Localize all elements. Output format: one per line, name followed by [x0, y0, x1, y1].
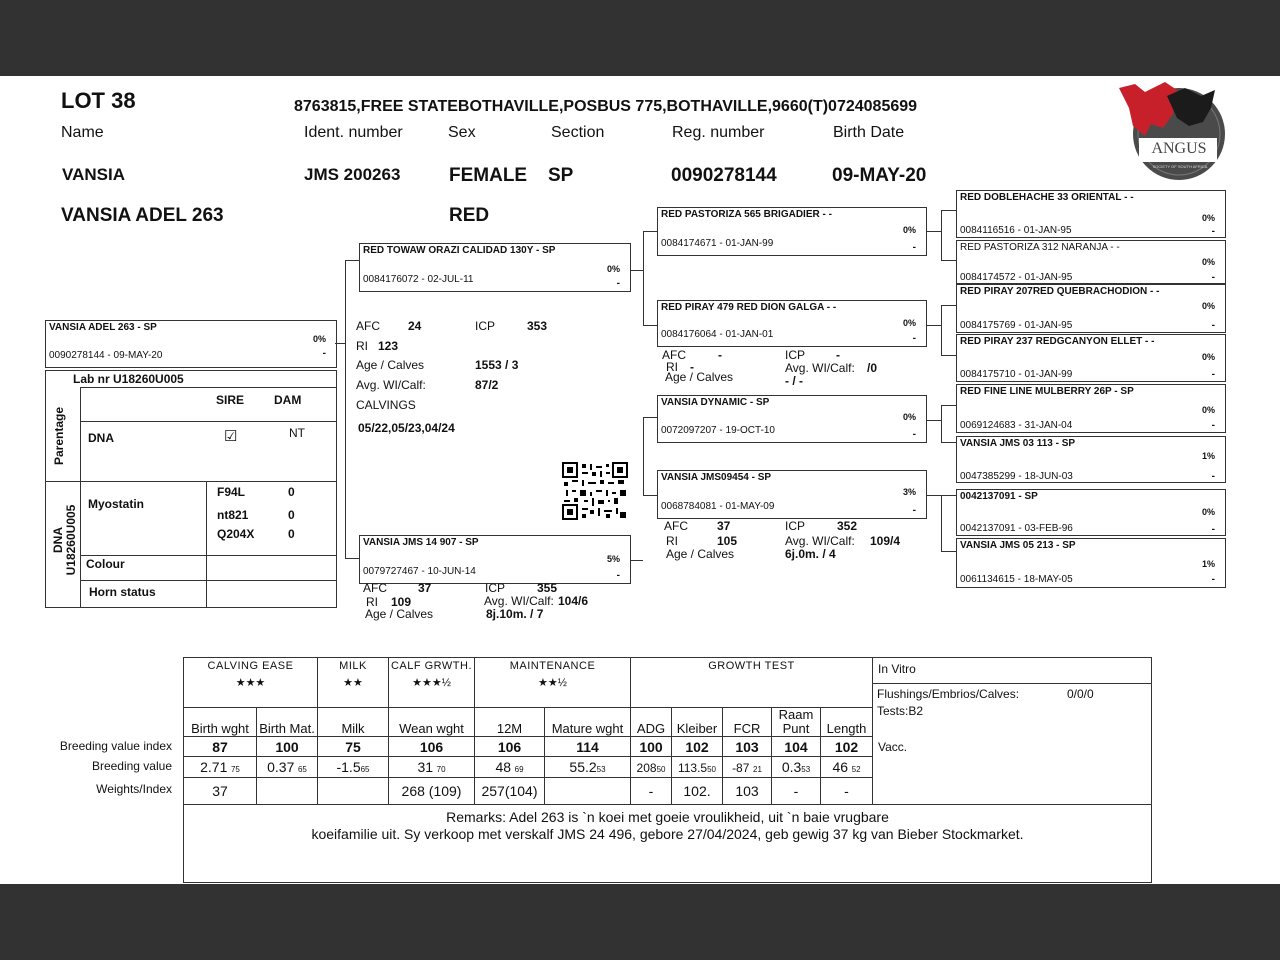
weight-birth-weight: 37 [184, 778, 257, 805]
in-vitro-title: In Vitro [878, 662, 916, 676]
weight-raam-punt: - [772, 778, 821, 805]
gp1-dash: - [912, 242, 916, 253]
group-milk-label: MILK [339, 660, 367, 672]
animal-full-name: VANSIA ADEL 263 [61, 205, 224, 226]
gp4-afc: 37 [717, 519, 731, 533]
gp4-age-label: Age / Calves [666, 547, 735, 561]
ggp3-reg: 0084175769 - 01-JAN-95 [960, 320, 1073, 331]
animal-colour: RED [449, 205, 490, 226]
label-reg: Reg. number [672, 124, 765, 141]
self-pedigree-box [45, 320, 337, 368]
gp4-dash: - [912, 505, 916, 516]
bv-adg: 20850 [631, 757, 672, 778]
label-birth: Birth Date [833, 124, 905, 141]
grandparent-box-3 [657, 395, 927, 443]
dam-afc: 37 [418, 581, 432, 595]
lot-number: LOT 38 [61, 88, 136, 113]
horn-status-label: Horn status [89, 585, 156, 599]
gp4-wi-label: Avg. WI/Calf: [785, 534, 855, 548]
self-age: 1553 / 3 [475, 358, 519, 372]
ggp5-percent: 0% [1201, 405, 1215, 415]
sire-percent: 0% [606, 264, 620, 274]
self-dash: - [322, 348, 326, 359]
ggp2-reg: 0084174572 - 01-JAN-95 [960, 272, 1073, 283]
ggp1-name: RED DOBLEHACHE 33 ORIENTAL - - [960, 192, 1134, 203]
great-grandparent-box-1 [956, 190, 1226, 238]
index-milk: 75 [318, 737, 389, 757]
great-grandparent-box-5 [956, 384, 1226, 433]
group-growth-test [631, 658, 873, 708]
col-birth-maternal: Birth Mat. [257, 708, 318, 737]
gp4-age: 6j.0m. / 4 [785, 547, 836, 561]
dna-dam-value: NT [289, 426, 305, 440]
flushings-value: 0/0/0 [1067, 687, 1094, 701]
great-grandparent-box-4 [956, 334, 1226, 382]
ggp1-percent: 0% [1201, 213, 1215, 223]
dam-name: VANSIA JMS 14 907 - SP [363, 537, 479, 548]
gp2-ri: - [690, 360, 694, 374]
ggp6-name: VANSIA JMS 03 113 - SP [960, 438, 1076, 449]
animal-section: SP [548, 165, 574, 186]
weight-adg: - [631, 778, 672, 805]
gp4-icp-label: ICP [785, 519, 806, 533]
angus-logo [1115, 78, 1227, 180]
self-icp: 353 [527, 319, 548, 333]
marker-f94l-value: 0 [288, 485, 295, 499]
dam-dash: - [616, 570, 620, 581]
gp1-percent: 0% [902, 225, 916, 235]
col-mature-weight: Mature wght [545, 708, 631, 737]
index-wean-weight: 106 [389, 737, 475, 757]
dam-icp-label: ICP [485, 581, 506, 595]
animal-short-name: VANSIA [62, 165, 125, 184]
marker-nt821: nt821 [217, 508, 249, 522]
calving-ease-stars: ★★★ [235, 677, 266, 689]
tests-value: Tests:B2 [877, 704, 924, 718]
great-grandparent-box-3 [956, 284, 1226, 333]
lab-number: Lab nr U18260U005 [73, 372, 184, 386]
dam-wi-label: Avg. WI/Calf: [484, 594, 554, 608]
weight-wean-weight: 268 (109) [389, 778, 475, 805]
animal-sex: FEMALE [449, 165, 528, 186]
self-reg: 0090278144 - 09-MAY-20 [49, 350, 163, 361]
self-age-label: Age / Calves [356, 358, 425, 372]
gp2-afc: - [718, 348, 722, 362]
dam-age-label: Age / Calves [365, 607, 434, 621]
top-dark-bar [0, 0, 1280, 76]
marker-nt821-value: 0 [288, 508, 295, 522]
logo-text: ANGUS [1151, 140, 1207, 157]
ggp5-name: RED FINE LINE MULBERRY 26P - SP [960, 386, 1134, 397]
weight-birth-maternal [257, 778, 318, 805]
dna-panel [45, 370, 337, 608]
bv-fcr: -87 21 [723, 757, 772, 778]
gp2-wi: /0 [867, 361, 878, 375]
ggp6-dash: - [1211, 471, 1215, 482]
ggp1-reg: 0084116516 - 01-JAN-95 [960, 225, 1072, 236]
myostatin-label: Myostatin [88, 497, 145, 511]
ggp4-reg: 0084175710 - 01-JAN-99 [960, 369, 1073, 380]
group-maintenance [475, 658, 631, 708]
great-grandparent-box-7 [956, 489, 1226, 536]
ggp7-reg: 0042137091 - 03-FEB-96 [960, 523, 1073, 534]
gp4-ri: 105 [717, 534, 738, 548]
index-birth-weight: 87 [184, 737, 257, 757]
weight-milk [318, 778, 389, 805]
gp2-age: - / - [785, 374, 803, 388]
gp3-percent: 0% [902, 412, 916, 422]
ggp3-dash: - [1211, 320, 1215, 331]
gp4-afc-label: AFC [664, 519, 688, 533]
marker-q204x-value: 0 [288, 527, 295, 541]
index-birth-maternal: 100 [257, 737, 318, 757]
self-icp-label: ICP [475, 319, 496, 333]
ggp7-name: 0042137091 - SP [960, 491, 1038, 502]
ggp6-percent: 1% [1201, 451, 1215, 461]
qr-code [562, 462, 628, 520]
ggp2-percent: 0% [1201, 257, 1215, 267]
col-raam-punt: Raam Punt [772, 708, 821, 737]
row-label-index: Breeding value index [59, 739, 172, 753]
in-vitro-cell [873, 658, 1152, 805]
index-length: 102 [821, 737, 873, 757]
bv-milk: -1.565 [318, 757, 389, 778]
dam-box [359, 535, 631, 584]
col-adg: ADG [631, 708, 672, 737]
label-name: Name [61, 124, 104, 141]
animal-reg: 0090278144 [671, 165, 777, 186]
dna-vertical-label: DNA U18260U005 [51, 504, 78, 576]
gp4-name: VANSIA JMS09454 - SP [661, 472, 772, 483]
bv-length: 46 52 [821, 757, 873, 778]
great-grandparent-box-2 [956, 240, 1226, 284]
remarks-line-1: Remarks: Adel 263 is `n koei met goeie vroulikheid, uit `n baie vrugbare [446, 809, 889, 825]
animal-birth: 09-MAY-20 [832, 165, 927, 186]
group-milk [318, 658, 389, 708]
remarks-line-2: koeifamilie uit. Sy verkoop met verskalf JMS 24 496, gebore 27/04/2024, geb gewig 37 kg van Bieber Stockmarket. [311, 826, 1024, 842]
bv-birth-maternal: 0.37 65 [257, 757, 318, 778]
weight-fcr: 103 [723, 778, 772, 805]
group-calf-growth-label: CALF GRWTH. [390, 660, 473, 672]
dna-label: DNA [88, 431, 114, 445]
gp2-wi-label: Avg. WI/Calf: [785, 361, 855, 375]
bottom-dark-bar [0, 884, 1280, 960]
col-length: Length [821, 708, 873, 737]
bv-12m: 48 69 [475, 757, 545, 778]
weight-mature-weight [545, 778, 631, 805]
remarks-cell [184, 805, 1152, 883]
gp1-name: RED PASTORIZA 565 BRIGADIER - - [661, 209, 832, 220]
col-milk: Milk [318, 708, 389, 737]
col-kleiber: Kleiber [672, 708, 723, 737]
col-wean-weight: Wean wght [389, 708, 475, 737]
marker-f94l: F94L [217, 485, 246, 499]
row-label-weights: Weights/Index [96, 782, 172, 796]
great-grandparent-box-8 [956, 538, 1226, 588]
milk-stars: ★★ [343, 677, 363, 689]
ggp1-dash: - [1211, 226, 1215, 237]
dam-reg: 0079727467 - 10-JUN-14 [363, 566, 476, 577]
index-mature-weight: 114 [545, 737, 631, 757]
dam-ri: 109 [391, 595, 412, 609]
dam-afc-label: AFC [363, 581, 387, 595]
maintenance-stars: ★★½ [538, 677, 567, 689]
ggp8-reg: 0061134615 - 18-MAY-05 [960, 574, 1073, 585]
col-12m: 12M [475, 708, 545, 737]
ggp8-name: VANSIA JMS 05 213 - SP [960, 540, 1076, 551]
gp2-age-label: Age / Calves [665, 370, 734, 384]
ggp4-dash: - [1211, 369, 1215, 380]
group-calving-ease-label: CALVING EASE [207, 660, 294, 672]
logo-subtext: SOCIETY OF SOUTH AFRICA [1152, 164, 1208, 169]
ggp2-name: RED PASTORIZA 312 NARANJA - - [960, 242, 1120, 253]
dam-icp: 355 [537, 581, 558, 595]
index-fcr: 103 [723, 737, 772, 757]
gp3-dash: - [912, 429, 916, 440]
ggp7-percent: 0% [1201, 507, 1215, 517]
col-fcr: FCR [723, 708, 772, 737]
vacc-label: Vacc. [878, 740, 908, 754]
owner-address: 8763815,FREE STATEBOTHAVILLE,POSBUS 775,BOTHAVILLE,9660(T)0724085699 [294, 98, 918, 115]
group-calving-ease [184, 658, 318, 708]
ggp7-dash: - [1211, 524, 1215, 535]
ggp3-name: RED PIRAY 207RED QUEBRACHODION - - [960, 286, 1160, 297]
ggp3-percent: 0% [1201, 301, 1215, 311]
ggp4-percent: 0% [1201, 352, 1215, 362]
label-sex: Sex [448, 124, 476, 141]
dam-age: 8j.10m. / 7 [486, 607, 544, 621]
self-afc-label: AFC [356, 319, 380, 333]
self-percent: 0% [312, 334, 326, 344]
self-ri-label: RI [356, 339, 368, 353]
weight-12m: 257(104) [475, 778, 545, 805]
label-ident: Ident. number [304, 124, 403, 141]
gp2-reg: 0084176064 - 01-JAN-01 [661, 329, 774, 340]
calvings-value: 05/22,05/23,04/24 [358, 421, 455, 435]
ggp2-dash: - [1211, 272, 1215, 283]
calvings-label: CALVINGS [356, 398, 416, 412]
gp2-percent: 0% [902, 318, 916, 328]
sire-dash: - [616, 278, 620, 289]
col-birth-weight: Birth wght [184, 708, 257, 737]
ggp6-reg: 0047385299 - 18-JUN-03 [960, 471, 1073, 482]
marker-q204x: Q204X [217, 527, 255, 541]
gp4-ri-label: RI [666, 534, 678, 548]
colour-label: Colour [86, 557, 125, 571]
dam-wi: 104/6 [558, 594, 589, 608]
ggp8-percent: 1% [1201, 559, 1215, 569]
gp4-wi: 109/4 [870, 534, 901, 548]
gp2-afc-label: AFC [662, 348, 686, 362]
animal-ident: JMS 200263 [304, 165, 401, 184]
sire-name: RED TOWAW ORAZI CALIDAD 130Y - SP [363, 245, 556, 256]
group-calf-growth [389, 658, 475, 708]
gp4-percent: 3% [902, 487, 916, 497]
dam-percent: 5% [606, 554, 620, 564]
row-label-value: Breeding value [91, 759, 172, 773]
dam-header: DAM [274, 393, 302, 407]
weight-length: - [821, 778, 873, 805]
dna-sire-checkbox: ☑ [224, 428, 238, 445]
self-wi-label: Avg. WI/Calf: [356, 378, 426, 392]
bv-wean-weight: 31 70 [389, 757, 475, 778]
ggp8-dash: - [1211, 574, 1215, 585]
self-wi: 87/2 [475, 378, 499, 392]
weight-kleiber: 102. [672, 778, 723, 805]
index-12m: 106 [475, 737, 545, 757]
gp2-icp: - [836, 348, 840, 362]
self-name: VANSIA ADEL 263 - SP [49, 322, 157, 333]
bv-mature-weight: 55.253 [545, 757, 631, 778]
gp1-reg: 0084174671 - 01-JAN-99 [661, 238, 774, 249]
sire-reg: 0084176072 - 02-JUL-11 [363, 274, 474, 285]
sire-box [359, 243, 631, 292]
self-afc: 24 [408, 319, 422, 333]
gp2-dash: - [912, 333, 916, 344]
gp2-icp-label: ICP [785, 348, 806, 362]
flushings-label: Flushings/Embrios/Calves: [877, 687, 1020, 701]
bv-kleiber: 113.550 [672, 757, 723, 778]
dam-ri-label: RI [366, 595, 378, 609]
gp2-ri-label: RI [666, 360, 678, 374]
sire-header: SIRE [216, 393, 245, 407]
gp3-name: VANSIA DYNAMIC - SP [661, 397, 770, 408]
ggp5-dash: - [1211, 420, 1215, 431]
index-adg: 100 [631, 737, 672, 757]
gp3-reg: 0072097207 - 19-OCT-10 [661, 425, 775, 436]
bv-birth-weight: 2.71 75 [184, 757, 257, 778]
great-grandparent-box-6 [956, 436, 1226, 483]
group-growth-test-label: GROWTH TEST [708, 660, 795, 672]
index-raam-punt: 104 [772, 737, 821, 757]
gp4-reg: 0068784081 - 01-MAY-09 [661, 501, 775, 512]
calf-growth-stars: ★★★½ [412, 677, 451, 689]
grandparent-box-2 [657, 300, 927, 347]
group-maintenance-label: MAINTENANCE [509, 660, 596, 672]
ggp5-reg: 0069124683 - 31-JAN-04 [960, 420, 1073, 431]
index-kleiber: 102 [672, 737, 723, 757]
ggp4-name: RED PIRAY 237 REDGCANYON ELLET - - [960, 336, 1155, 347]
parentage-label: Parentage [52, 406, 67, 466]
grandparent-box-4 [657, 470, 927, 519]
bv-raam-punt: 0.353 [772, 757, 821, 778]
self-ri: 123 [378, 339, 399, 353]
breeding-value-table [183, 657, 1152, 883]
gp2-name: RED PIRAY 479 RED DION GALGA - - [661, 302, 837, 313]
grandparent-box-1 [657, 207, 927, 256]
label-section: Section [551, 124, 605, 141]
gp4-icp: 352 [837, 519, 858, 533]
